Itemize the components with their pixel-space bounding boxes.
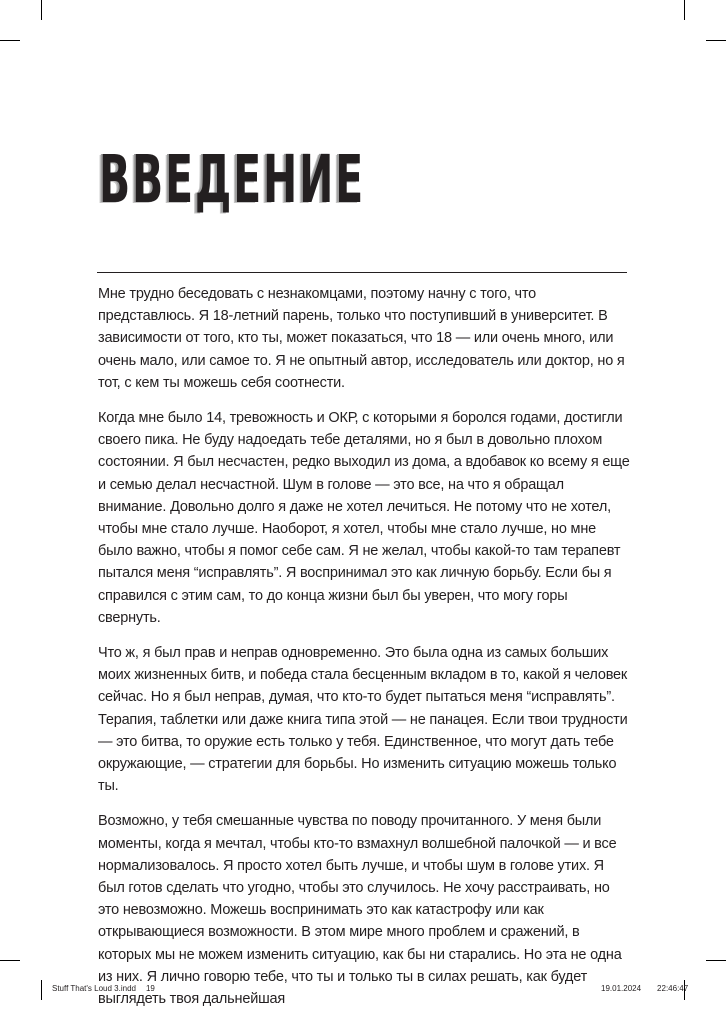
paragraph: Когда мне было 14, тревожность и ОКР, с которыми я боролся годами, достигли своего пика. Не буду надоедать тебе деталями, но я был в довольно плохом состоянии. Я был несчастен, редко выходил из дома, а вдобавок ко всему я еще и семью делал несчастной. Шум в голове — это все, на что я обращал внимание. Довольно долго я даже не хотел лечиться. Не потому что не хотел, чтобы мне стало лучше. Наоборот, я хотел, чтобы мне стало лучше, но мне было важно, чтобы я помог себе сам. Я не желал, чтобы какой-то там терапевт пытался меня “исправлять”. Я воспринимал это как личную борьбу. Если бы я справился с этим сам, то до конца жизни был бы уверен, что могу горы свернуть. — [98, 410, 630, 626]
slug-date: 19.01.2024 — [601, 984, 642, 993]
slug-time: 22:46:47 — [657, 984, 689, 993]
paragraph: Мне трудно беседовать с незнакомцами, поэтому начну с того, что представлюсь. Я 18-летний парень, только что поступивший в университет. В зависимости от того, кто ты, может показаться, что 18 — или очень много, или очень мало, или самое то. Я не опытный автор, исследователь или доктор, но я тот, с кем ты можешь себя соотнести. — [98, 286, 625, 391]
crop-mark-top-left — [41, 0, 42, 20]
slug-filename: Stuff That's Loud 3.indd — [52, 984, 136, 993]
crop-mark-bottom-left — [41, 980, 42, 1000]
slug-info — [52, 984, 155, 993]
body-text — [98, 283, 630, 1023]
title-divider — [97, 272, 627, 273]
chapter-title: ВВЕДЕНИЕ — [99, 141, 366, 218]
slug-timestamp — [601, 984, 688, 993]
slug-page-number: 19 — [145, 984, 155, 993]
crop-mark-left-top — [0, 40, 20, 41]
crop-mark-right-bottom — [706, 960, 726, 961]
crop-mark-top-right — [684, 0, 685, 20]
paragraph: Возможно, у тебя смешанные чувства по поводу прочитанного. У меня были моменты, когда я мечтал, чтобы кто-то взмахнул волшебной палочкой — и все нормализовалось. Я просто хотел быть лучше, и чтобы шум в голове утих. Я был готов сделать что угодно, чтобы это случилось. Не хочу расстраивать, но это невозможно. Можешь воспринимать это как катастрофу или как открывающиеся возможности. В этом мире много проблем и сражений, в которых мы не можем изменить ситуацию, как бы ни старались. Но эта не одна из них. Я лично говорю тебе, что ты и только ты в силах решать, как будет выглядеть твоя дальнейшая — [98, 813, 622, 1008]
paragraph: Что ж, я был прав и неправ одновременно. Это была одна из самых больших моих жизненных битв, и победа стала бесценным вкладом в то, какой я человек сейчас. Но я был неправ, думая, что кто-то будет пытаться меня “исправлять”. Терапия, таблетки или даже книга типа этой — не панацея. Если твои трудности — это битва, то оружие есть только у тебя. Единственное, что могут дать тебе окружающие, — стратегии для борьбы. Но изменить ситуацию можешь только ты. — [98, 645, 628, 795]
crop-mark-right-top — [706, 40, 726, 41]
crop-mark-left-bottom — [0, 960, 20, 961]
